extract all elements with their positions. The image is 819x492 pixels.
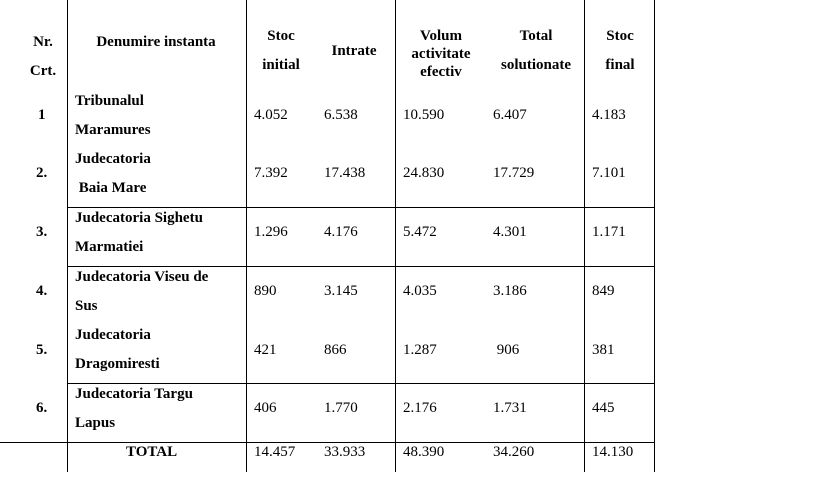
cell-intrate: 17.438 [324,165,366,181]
cell-total-solutionate: 17.729 [493,165,535,181]
cell-total-solutionate: 3.186 [493,283,527,299]
row-name: Judecatoria Targu Lapus [75,386,193,431]
cell-stoc-initial: 890 [254,283,277,299]
header-intrate: Intrate [331,43,377,59]
header-stoc-initial: Stoc initial [262,28,300,73]
row-name: Judecatoria Sighetu Marmatiei [75,210,203,255]
cell-intrate: 6.538 [324,107,358,123]
cell-stoc-final: 4.183 [592,107,626,123]
row-name: Judecatoria Dragomiresti [75,327,160,372]
row-nr: 1 [38,107,46,123]
grid-line [654,0,655,472]
row-name: Judecatoria Baia Mare [75,151,151,196]
cell-stoc-initial: 1.296 [254,224,288,240]
cell-stoc-initial: 421 [254,342,277,358]
total-total-solutionate: 34.260 [493,444,535,460]
grid-line [246,0,247,472]
row-nr: 6. [36,400,48,416]
cell-intrate: 3.145 [324,283,358,299]
grid-line [395,0,396,472]
cell-stoc-final: 849 [592,283,615,299]
row-nr: 2. [36,165,48,181]
total-stoc-final: 14.130 [592,444,634,460]
cell-intrate: 1.770 [324,400,358,416]
row-nr: 4. [36,283,48,299]
cell-total-solutionate: 906 [493,342,520,358]
header-total-solutionate: Total solutionate [500,28,571,73]
total-stoc-initial: 14.457 [254,444,296,460]
cell-intrate: 866 [324,342,347,358]
cell-stoc-initial: 406 [254,400,277,416]
header-stoc-final: Stoc final [605,28,635,73]
cell-intrate: 4.176 [324,224,358,240]
cell-stoc-final: 1.171 [592,224,626,240]
total-intrate: 33.933 [324,444,366,460]
total-label: TOTAL [126,444,178,460]
cell-stoc-final: 381 [592,342,615,358]
cell-volum: 24.830 [403,165,445,181]
cell-volum: 1.287 [403,342,437,358]
cell-stoc-initial: 4.052 [254,107,288,123]
grid-line [67,0,68,472]
cell-volum: 10.590 [403,107,445,123]
cell-total-solutionate: 4.301 [493,224,527,240]
header-nr: Nr. Crt. [29,34,57,79]
cell-stoc-final: 7.101 [592,165,626,181]
header-volum: Volum activitate efectiv [411,28,471,80]
cell-volum: 2.176 [403,400,437,416]
header-name: Denumire instanta [96,34,216,50]
cell-volum: 5.472 [403,224,437,240]
cell-volum: 4.035 [403,283,437,299]
cell-stoc-initial: 7.392 [254,165,288,181]
cell-stoc-final: 445 [592,400,615,416]
row-nr: 3. [36,224,48,240]
row-nr: 5. [36,342,48,358]
total-volum: 48.390 [403,444,445,460]
cell-total-solutionate: 1.731 [493,400,527,416]
row-name: Tribunalul Maramures [75,93,151,138]
grid-line [584,0,585,472]
row-name: Judecatoria Viseu de Sus [75,269,209,314]
cell-total-solutionate: 6.407 [493,107,527,123]
